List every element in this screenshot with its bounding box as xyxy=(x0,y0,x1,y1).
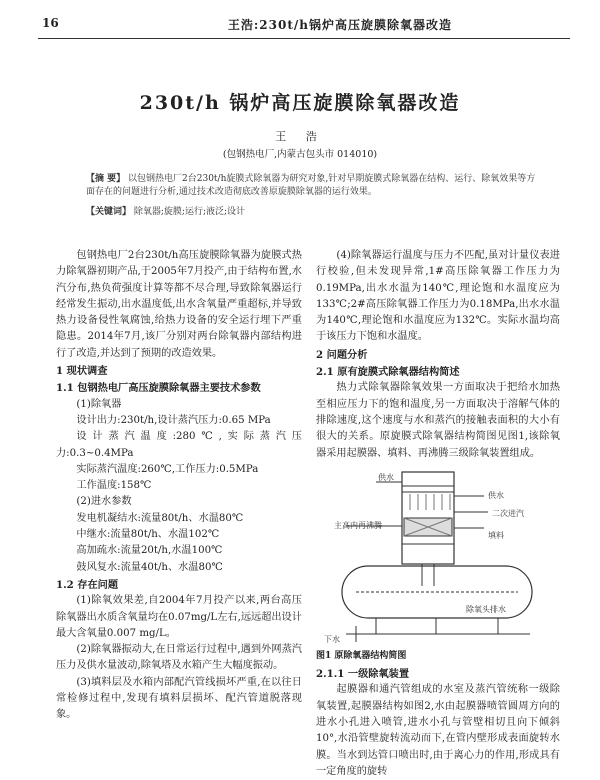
abstract-text: 以包钢热电厂2台230t/h旋膜式除氧器为研究对象,针对早期旋膜式除氧器在结构、运行、除氧效果等方面存在的问题进行分析,通过技术改造彻底改善原旋膜除氧器的运行效果。 xyxy=(86,174,536,197)
section-heading-2: 2 问题分析 xyxy=(316,348,368,361)
figure-label: 供水 xyxy=(378,472,394,482)
figure-label: 供水 xyxy=(488,490,504,500)
param-line: 中继水:流量80t/h、水温102℃ xyxy=(76,529,220,541)
figure-label: 主高内再沸腾 xyxy=(334,520,382,530)
section-heading-2-1-1: 2.1.1 一级除氧装置 xyxy=(316,668,410,681)
param-line: 鼓风复水:流量40t/h、水温80℃ xyxy=(76,561,223,573)
body-paragraph: 热力式除氧器除氧效果一方面取决于把给水加热至相应压力下的饱和温度,另一方面取决于溶解气体的排除速度,这个速度与水和蒸汽的接触表面积的大小有很大的关系。原旋膜式除氧器结构简图见图1,该除氧器采用起膜器、填料、再沸腾三级除氧装置组成。 xyxy=(316,382,560,459)
problem-paragraph: (2)除氧器振动大,在日常运行过程中,遇到外网蒸汽压力及供水量波动,除氧塔及水箱产生大幅度振动。 xyxy=(56,644,302,672)
body-paragraph: 起膜器和通汽管组成的水室及蒸汽管统称一级除氧装置,起膜器结构如图2,水由起膜器喷管圆周方向的进水小孔进入喷管,进水小孔与管壁相切且向下倾斜10°,水沿管壁旋转流动而下,在管内壁形成表面旋转水膜。当水到达管口喷出时,由于离心力的作用,形成具有一定角度的旋转 xyxy=(316,684,560,777)
section-heading-1-2: 1.2 存在问题 xyxy=(56,578,119,591)
param-line: 高加疏水:流量20t/h,水温100℃ xyxy=(76,545,223,557)
page-number: 16 xyxy=(42,16,59,30)
right-column xyxy=(316,248,560,780)
keywords xyxy=(86,204,538,217)
problem-paragraph: (4)除氧器运行温度与压力不匹配,虽对计量仪表进行校验,但未发现异常,1#高压除氧器工作压力为0.19MPa,出水水温为140℃,理论饱和水温度应为133℃;2#高压除氧器工作压力为0.18MPa,出水水温为140℃,理论饱和水温度应为132℃。实际水温均高于该压力下饱和水温度。 xyxy=(316,250,560,343)
keywords-label: 【关键词】 xyxy=(86,207,132,217)
param-line: 实际蒸汽温度:260℃,工作压力:0.5MPa xyxy=(76,463,259,475)
abstract xyxy=(86,173,538,199)
problem-paragraph: (1)除氧效果差,自2004年7月投产以来,两台高压除氧器出水质含氧量均在0.07mg/L左右,远远超出设计最大含氧量0.007 mg/L。 xyxy=(56,595,302,639)
intro-paragraph: 包钢热电厂2台230t/h高压旋膜除氧器为旋膜式热力除氧器初期产品,于2005年7月投产,由于结构布置,水汽分布,热负荷强度计算等都不尽合理,导致除氧器运行经常发生振动,出水温度低,出水含氧量严重超标,并导致热力设备侵性氧腐蚀,给热力设备的安全运行埋下严重隐患。2014年7月,该厂分别对两台除氧器内部结构进行了改造,并达到了预期的改造效果。 xyxy=(56,250,302,359)
abstract-label: 【摘 要】 xyxy=(86,174,126,184)
section-heading-1: 1 现状调查 xyxy=(56,365,108,378)
param-line: 设计出力:230t/h,设计蒸汽压力:0.65 MPa xyxy=(76,414,271,426)
param-line: 设计蒸汽温度:280℃,实际蒸汽压力:0.3~0.4MPa xyxy=(56,431,302,459)
figure-label: 下水 xyxy=(324,634,340,644)
param-deaerator: (1)除氧器 xyxy=(76,398,122,410)
section-heading-2-1: 2.1 原有旋膜式除氧器结构简述 xyxy=(316,366,460,379)
figure-label: 除氧头排水 xyxy=(466,604,506,614)
article-title: 230t/h 锅炉高压旋膜除氧器改造 xyxy=(139,92,461,114)
param-inlet: (2)进水参数 xyxy=(76,496,132,508)
running-title: 王浩:230t/h锅炉高压旋膜除氧器改造 xyxy=(227,18,452,32)
figure-label: 二次进汽 xyxy=(492,508,524,518)
keywords-text: 除氧器;旋膜;运行;液泛;设计 xyxy=(133,207,246,217)
param-line: 发电机凝结水:流量80t/h、水温80℃ xyxy=(76,512,244,524)
figure-caption: 图1 原除氧器结构简图 xyxy=(316,650,407,661)
figure-1 xyxy=(316,466,560,646)
section-heading-1-1: 1.1 包钢热电厂高压旋膜除氧器主要技术参数 xyxy=(56,382,261,395)
author: 王 浩 xyxy=(275,130,325,143)
problem-paragraph: (3)填料层及水箱内部配汽管线损坏严重,在以往日常检修过程中,发现有填料层损坏、配汽管道脱落现象。 xyxy=(56,676,302,721)
affiliation: (包钢热电厂,内蒙古包头市 014010) xyxy=(222,149,378,160)
deaerator-diagram xyxy=(316,466,560,646)
page-header xyxy=(38,12,570,39)
figure-label: 填料 xyxy=(488,530,504,540)
param-line: 工作温度:158℃ xyxy=(76,480,152,492)
left-column xyxy=(56,248,302,724)
